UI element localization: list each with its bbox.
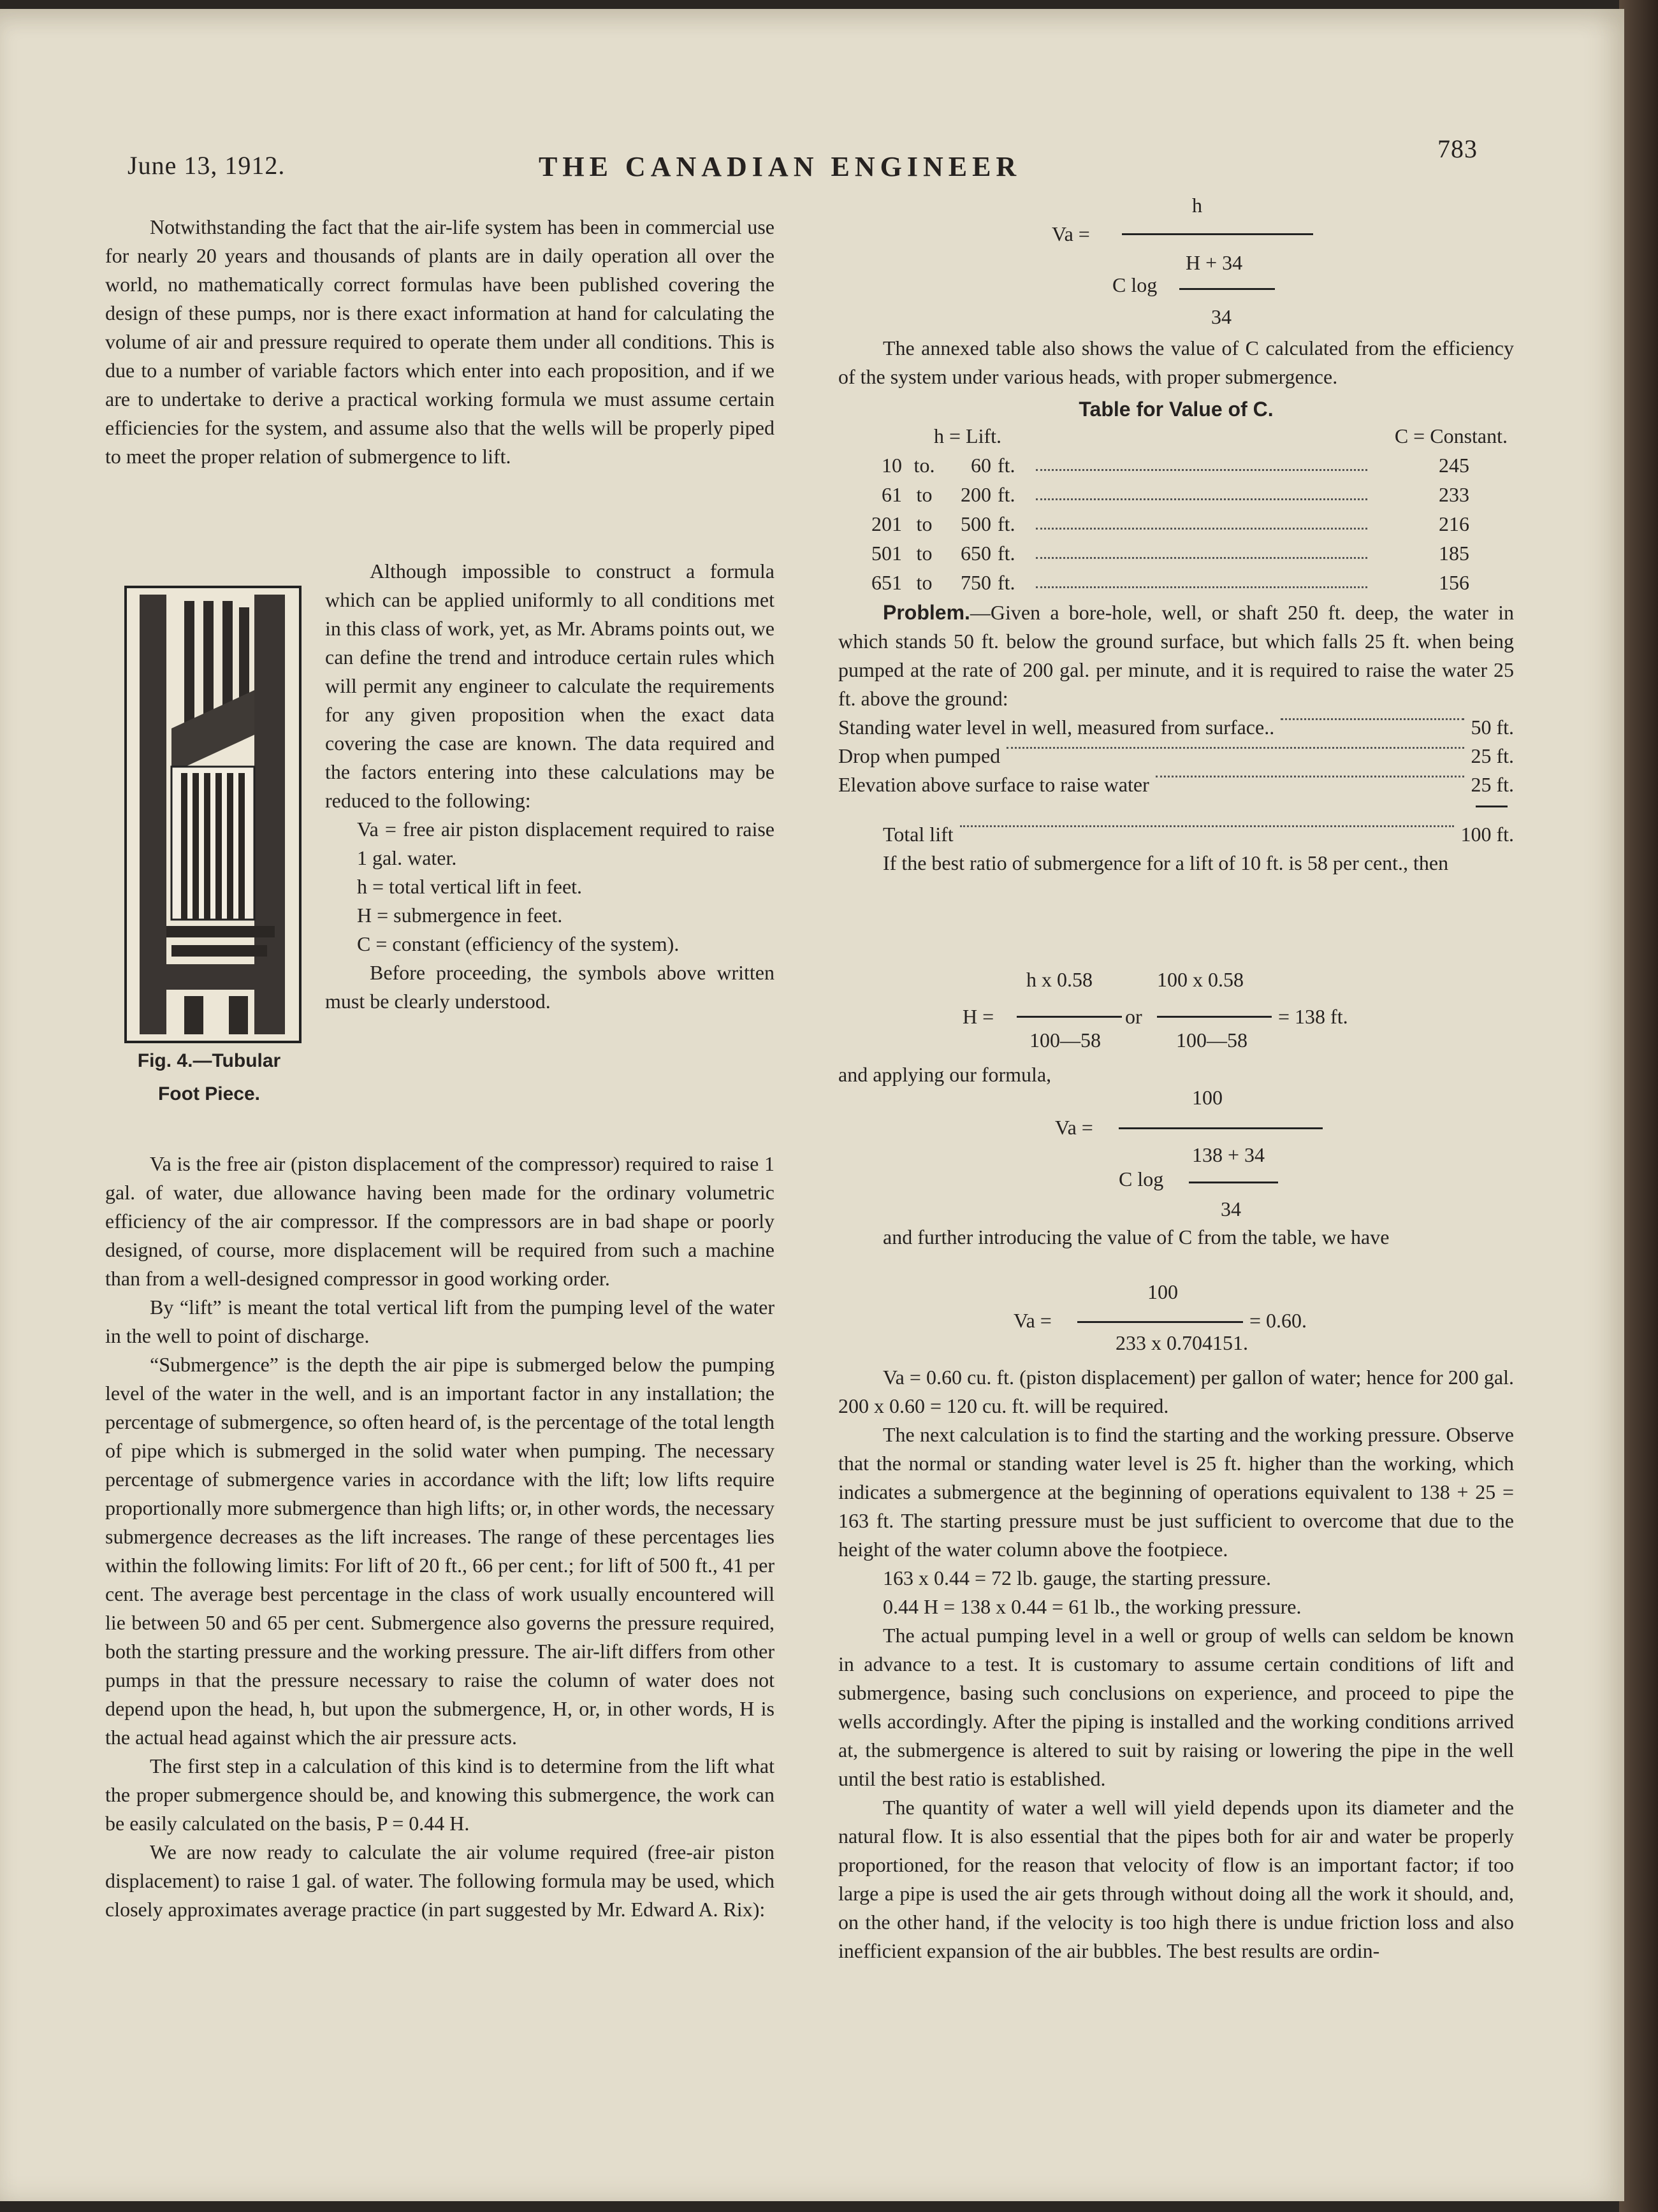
beside-figure-text	[325, 557, 774, 1016]
pumping-level-paragraph: The actual pumping level in a well or group of wells can seldom be known in advance to a test. It is customary to assume certain conditions of lift and submergence, basing such conclusions on experience, and proceed to pipe the wells accordingly. After the piping is installed and the working conditions arrived at, the submergence is altered to suit by raising or lowering the pipe in the well until the best ratio is established.	[838, 1624, 1514, 1790]
book-spine	[1619, 0, 1658, 2212]
table-cell-leader	[1029, 539, 1374, 568]
dot-leader	[1156, 774, 1465, 777]
masthead-title: THE CANADIAN ENGINEER	[539, 151, 1022, 182]
h-formula-num-1: h x 0.58	[1026, 968, 1093, 991]
formula-intro-paragraph: Although impossible to construct a formula which can be applied uniformly to all conditions met in this class of work, yet, as Mr. Abrams points out, we can define the trend and introduce certain rules which will permit any engineer to calculate the requirements for any given proposition when the exact data covering the case are known. The data required and the factors entering into these calculations may be reduced to the following:	[325, 560, 774, 812]
va-result-formula	[1014, 1280, 1396, 1363]
table-header-constant: C = Constant.	[1394, 424, 1508, 447]
table-cell-to: 500	[961, 512, 991, 535]
right-column-top	[838, 334, 1514, 878]
figure-caption	[113, 1045, 305, 1111]
table-cell-to: 650	[961, 541, 991, 565]
figure-caption-line-2: Foot Piece.	[157, 1083, 261, 1104]
table-cell-from: 201	[871, 512, 902, 535]
table-header-lift: h = Lift.	[934, 424, 1002, 447]
dot-leader	[1036, 526, 1367, 530]
va-applied-clog: C log	[1119, 1167, 1164, 1190]
h-formula-lhs: H =	[963, 1005, 994, 1028]
table-row	[851, 539, 1508, 568]
table-cell-leader	[1029, 451, 1374, 480]
problem-label: Problem.	[883, 601, 970, 624]
definition-va: Va = free air piston displacement required to raise 1 gal. water.	[357, 818, 774, 869]
air-volume-paragraph: We are now ready to calculate the air volume required (free-air piston displacement) to raise 1 gal. of water. The following formula may be used, which closely approximates average practice (in part suggested by Mr. Edward A. Rix):	[105, 1840, 774, 1921]
h-formula-den-2: 100—58	[1176, 1029, 1247, 1052]
va-formula-numerator: h	[1192, 194, 1202, 217]
table-cell-to: 200	[961, 482, 991, 506]
symbols-paragraph: Before proceeding, the symbols above written must be clearly understood.	[325, 961, 774, 1013]
lift-list	[838, 713, 1514, 799]
lift-row	[838, 713, 1514, 742]
va-formula-inner-bar	[1179, 288, 1275, 290]
sum-rule	[1476, 806, 1508, 807]
table-cell-unit: ft.	[998, 482, 1015, 506]
va-result-numerator: 100	[1147, 1280, 1178, 1303]
lift-row	[838, 742, 1514, 770]
table-cell-to-word: to	[916, 541, 933, 565]
dot-leader	[1007, 746, 1464, 749]
ratio-paragraph: If the best ratio of submergence for a lift of 10 ft. is 58 per cent., then	[883, 851, 1449, 874]
table-cell-to: 750	[961, 570, 991, 594]
table-cell-to-word: to	[916, 482, 933, 506]
table-row	[851, 509, 1508, 539]
dot-leader	[1036, 497, 1367, 500]
issue-date: June 13, 1912.	[127, 151, 286, 180]
definition-H: H = submergence in feet.	[357, 904, 563, 927]
lift-row-label: Elevation above surface to raise water	[838, 773, 1149, 796]
va-formula-inner-numerator: H + 34	[1186, 251, 1243, 274]
foot-piece-drawing	[127, 588, 299, 1041]
problem-text: —Given a bore-hole, well, or shaft 250 ft. deep, the water in which stands 50 ft. below the ground surface, but which falls 25 ft. when being pumped at the rate of 200 gal. per minute, and it is required to raise the water 25 ft. above the ground:	[838, 601, 1514, 710]
h-formula-result: = 138 ft.	[1278, 1005, 1348, 1028]
pressure-paragraph: The next calculation is to find the starting and the working pressure. Observe that the normal or standing water level is 25 ft. higher than the working, which indicates a submergence at the beginning of operations equivalent to 138 + 25 = 163 ft. The starting pressure must be just sufficient to overcome that due to the height of the water column above the footpiece.	[838, 1423, 1514, 1561]
value-of-c-table	[851, 421, 1508, 597]
va-result-bar	[1077, 1321, 1243, 1323]
lift-row-value: 25 ft.	[1471, 773, 1514, 796]
total-lift-value: 100 ft.	[1460, 823, 1514, 846]
table-cell-from: 651	[871, 570, 902, 594]
lift-row-label: Standing water level in well, measured from surface..	[838, 716, 1275, 739]
h-formula-num-2: 100 x 0.58	[1157, 968, 1244, 991]
total-lift-row	[838, 820, 1514, 849]
table-cell-to-word: to	[916, 512, 933, 535]
table-cell-unit: ft.	[998, 541, 1015, 565]
va-paragraph: Va is the free air (piston displacement of the compressor) required to raise 1 gal. of water, due allowance having been made for the ordinary volumetric efficiency of the air compressor. If the compressors are in bad shape or poorly designed, of course, more displacement will be required from such a machine than from a well-designed compressor in good working order.	[105, 1152, 774, 1290]
h-formula-den-1: 100—58	[1029, 1029, 1101, 1052]
figure-caption-line-1: Fig. 4.—Tubular	[137, 1050, 281, 1071]
va-applied-bar	[1119, 1127, 1323, 1129]
lift-paragraph: By “lift” is meant the total vertical lift from the pumping level of the water in the well to point of discharge.	[105, 1296, 774, 1347]
starting-pressure-equation: 163 x 0.44 = 72 lb. gauge, the starting pressure.	[883, 1566, 1272, 1589]
table-row	[851, 480, 1508, 509]
va-applied-inner-num: 138 + 34	[1192, 1143, 1265, 1166]
h-formula	[956, 968, 1402, 1064]
va-result-value: = 0.60.	[1249, 1309, 1307, 1332]
table-header-row	[851, 421, 1508, 451]
va-value-paragraph: Va = 0.60 cu. ft. (piston displacement) per gallon of water; hence for 200 gal. 200 x 0.60 = 120 cu. ft. will be required.	[838, 1366, 1514, 1417]
table-cell-c: 245	[1439, 453, 1469, 477]
first-step-paragraph: The first step in a calculation of this kind is to determine from the lift what the proper submergence should be, and knowing this submergence, the work can be easily calculated on the basis, P = 0.44 H.	[105, 1754, 774, 1835]
table-cell-to-word: to	[916, 570, 933, 594]
total-lift-label: Total lift	[883, 823, 954, 846]
table-row	[851, 568, 1508, 597]
va-result-lhs: Va =	[1014, 1309, 1052, 1332]
further-paragraph: and further introducing the value of C from the table, we have	[883, 1225, 1390, 1248]
lift-row	[838, 770, 1514, 799]
table-cell-to-word: to.	[913, 453, 935, 477]
applying-paragraph: and applying our formula,	[838, 1063, 1052, 1086]
lift-row-value: 50 ft.	[1471, 716, 1514, 739]
table-cell-c: 185	[1439, 541, 1469, 565]
table-cell-from: 10	[882, 453, 902, 477]
problem-paragraph	[838, 598, 1514, 713]
table-cell-to: 60	[971, 453, 991, 477]
table-cell-leader	[1029, 480, 1374, 509]
table-cell-unit: ft.	[998, 512, 1015, 535]
intro-paragraph: Notwithstanding the fact that the air-life system has been in commercial use for nearly 20 years and thousands of plants are in daily operation all over the world, no mathematically correct formulas have been published covering the design of these pumps, nor is there exact information at hand for calculating the volume of air and pressure required to operate them under all conditions. This is due to a number of variable factors which enter into each proposition, and if we are to undertake to derive a practical working formula we must assume certain efficiencies for the system, and assume also that the wells will be properly piped to meet the proper relation of submergence to lift.	[105, 215, 774, 468]
va-applied-inner-den: 34	[1221, 1197, 1241, 1220]
lift-row-label: Drop when pumped	[838, 744, 1001, 767]
dot-leader	[1036, 556, 1367, 559]
lift-row-value: 25 ft.	[1471, 744, 1514, 767]
va-applied-lhs: Va =	[1055, 1116, 1093, 1139]
right-column-bottom	[838, 1363, 1514, 1965]
tubular-foot-piece-figure	[124, 586, 302, 1043]
table-cell-from: 61	[882, 482, 902, 506]
definition-h: h = total vertical lift in feet.	[357, 875, 583, 898]
table-cell-unit: ft.	[998, 570, 1015, 594]
table-cell-leader	[1029, 509, 1374, 539]
h-formula-bar-2	[1157, 1016, 1272, 1018]
va-formula-lhs: Va =	[1052, 222, 1090, 245]
table-cell-from: 501	[871, 541, 902, 565]
va-result-denominator: 233 x 0.704151.	[1116, 1331, 1248, 1354]
va-formula-fraction-bar	[1122, 233, 1313, 235]
working-pressure-equation: 0.44 H = 138 x 0.44 = 61 lb., the working pressure.	[883, 1595, 1302, 1618]
va-formula-clog: C log	[1112, 273, 1158, 296]
annexed-table-paragraph: The annexed table also shows the value of C calculated from the efficiency of the system under various heads, with proper submergence.	[838, 336, 1514, 388]
va-applied-numerator: 100	[1192, 1086, 1223, 1109]
left-column-top	[105, 213, 774, 471]
submergence-paragraph: “Submergence” is the depth the air pipe is submerged below the pumping level of the water in the well, and is an important factor in any installation; the percentage of submergence, so often heard of, is the percentage of the total length of pipe which is submerged in the solid water when pumping. The necessary percentage of submergence varies in accordance with the lift; low lifts require proportionally more submergence than high lifts; or, in other words, the necessary submergence decreases as the lift increases. The range of these percentages lies within the following limits: For lift of 20 ft., 66 per cent.; for lift of 500 ft., 41 per cent. The average best percentage in the class of work usually encountered will lie between 50 and 65 per cent. Submergence also governs the pressure required, both the starting pressure and the working pressure. The air-lift differs from other pumps in that the pressure necessary to raise the column of water does not depend upon the head, h, but upon the submergence, H, or, in other words, H is the actual head against which the air pressure acts.	[105, 1353, 774, 1749]
va-applied-inner-bar	[1189, 1182, 1278, 1183]
left-column-bottom	[105, 1150, 774, 1924]
table-row	[851, 451, 1508, 480]
h-formula-bar-1	[1017, 1016, 1122, 1018]
table-title: Table for Value of C.	[1079, 398, 1274, 421]
va-applied-formula	[1055, 1086, 1374, 1226]
table-cell-leader	[1029, 568, 1374, 597]
h-formula-or: or	[1125, 1005, 1142, 1028]
table-cell-unit: ft.	[998, 453, 1015, 477]
dot-leader	[1036, 468, 1367, 471]
journal-page	[0, 9, 1624, 2201]
va-formula-inner-denominator: 34	[1211, 305, 1232, 328]
table-cell-c: 156	[1439, 570, 1469, 594]
well-yield-paragraph: The quantity of water a well will yield depends upon its diameter and the natural flow. It is also essential that the pipes both for air and water be properly proportioned, for the reason that velocity of flow is an important factor; if too large a pipe is used the air gets through without doing all the work it should, and, on the other hand, if the velocity is too high there is undue friction loss and also inefficient expansion of the air bubbles. The best results are ordin-	[838, 1796, 1514, 1962]
table-cell-c: 233	[1439, 482, 1469, 506]
definition-C: C = constant (efficiency of the system).	[357, 932, 680, 955]
page-number: 783	[1437, 134, 1478, 163]
table-cell-c: 216	[1439, 512, 1469, 535]
dot-leader	[1281, 717, 1464, 720]
dot-leader	[1036, 585, 1367, 588]
